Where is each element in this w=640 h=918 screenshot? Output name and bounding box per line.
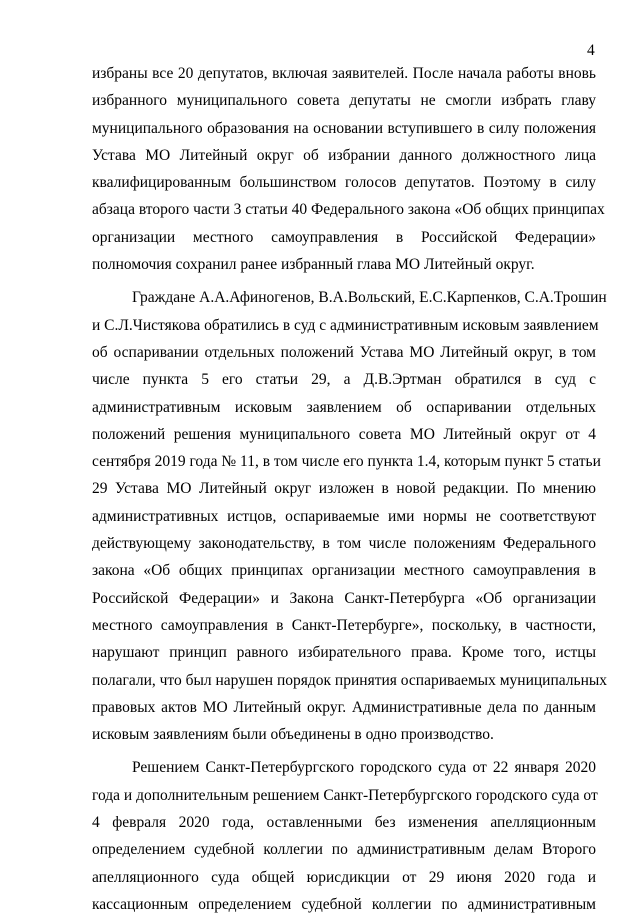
text-line: квалифицированным большинством голосов депутатов. Поэтому в силу	[92, 174, 596, 192]
text-line: организации местного самоуправления в Российской Федерации»	[92, 228, 596, 246]
text-line: Российской Федерации» и Закона Санкт-Петербурга «Об организации	[92, 589, 596, 607]
text-line: числе пункта 5 его статьи 29, а Д.В.Эртман обратился в суд с	[92, 371, 596, 389]
text-line: исковым заявлениям были объединены в одно производство.	[92, 726, 494, 744]
text-line: апелляционного суда общей юрисдикции от 29 июня 2020 года и	[92, 868, 596, 886]
text-line: административных истцов, оспариваемые ими нормы не соответствуют	[92, 507, 596, 525]
text-line: нарушают принцип равного избирательного права. Кроме того, истцы	[92, 644, 596, 662]
text-line: Решением Санкт-Петербургского городского суда от 22 января 2020	[132, 759, 596, 777]
text-line: административным исковым заявлением об оспаривании отдельных	[92, 398, 596, 416]
text-line: полагали, что был нарушен порядок принятия оспариваемых муниципальных	[92, 671, 608, 689]
text-line: абзаца второго части 3 статьи 40 Федерального закона «Об общих принципах	[92, 201, 605, 219]
page-number: 4	[587, 42, 595, 59]
text-line: 29 Устава МО Литейный округ изложен в новой редакции. По мнению	[92, 480, 596, 498]
text-line: правовых актов МО Литейный округ. Административные дела по данным	[92, 698, 596, 716]
text-line: сентября 2019 года № 11, в том числе его пункта 1.4, которым пункт 5 статьи	[92, 453, 601, 471]
document-body	[92, 60, 608, 918]
paragraph	[92, 60, 605, 278]
text-line: Устава МО Литейный округ об избрании данного должностного лица	[92, 146, 596, 164]
text-line: закона «Об общих принципах организации местного самоуправления в	[92, 562, 596, 580]
text-line: 4 февраля 2020 года, оставленными без изменения апелляционным	[92, 814, 596, 832]
paragraph	[92, 754, 596, 918]
text-line: года и дополнительным решением Санкт-Петербургского городского суда от	[92, 786, 598, 804]
text-line: кассационным определением судебной коллегии по административным	[92, 895, 596, 913]
text-line: полномочия сохранил ранее избранный глава МО Литейный округ.	[92, 256, 535, 274]
text-line: положений решения муниципального совета МО Литейный округ от 4	[92, 425, 596, 443]
text-line: и С.Л.Чистякова обратились в суд с административным исковым заявлением	[92, 316, 599, 334]
text-line: определением судебной коллегии по административным делам Второго	[92, 841, 596, 859]
paragraph	[92, 284, 608, 748]
text-line: муниципального образования на основании вступившего в силу положения	[92, 119, 596, 137]
text-line: действующему законодательству, в том числе положениям Федерального	[92, 535, 596, 553]
text-line: об оспаривании отдельных положений Устава МО Литейный округ, в том	[92, 343, 596, 361]
text-line: местного самоуправления в Санкт-Петербурге», поскольку, в частности,	[92, 616, 596, 634]
text-line: избранного муниципального совета депутаты не смогли избрать главу	[92, 92, 596, 110]
text-line: избраны все 20 депутатов, включая заявителей. После начала работы вновь	[92, 65, 596, 82]
text-line: Граждане А.А.Афиногенов, В.А.Вольский, Е.С.Карпенков, С.А.Трошин	[132, 289, 607, 307]
